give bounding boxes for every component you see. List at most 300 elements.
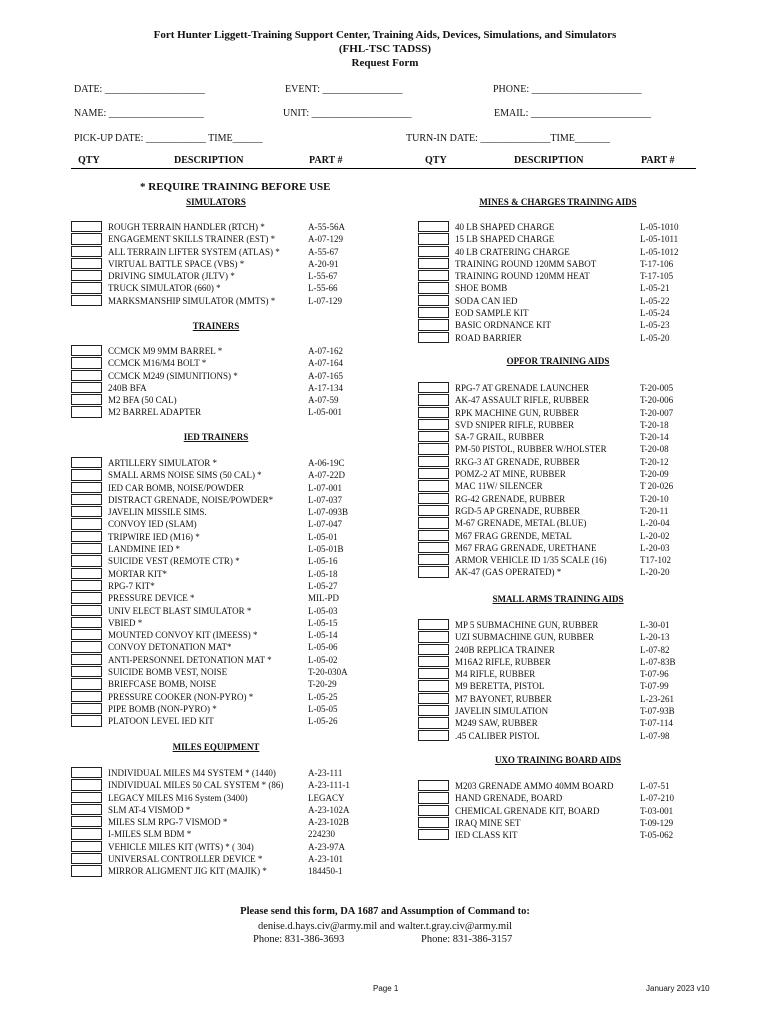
item-part-number: T-07-93B xyxy=(640,706,675,717)
item-description: RPG-7 AT GRENADE LAUNCHER xyxy=(455,383,590,393)
qty-input-box[interactable] xyxy=(418,419,449,430)
item-part-number: L-05-1011 xyxy=(640,234,679,245)
section-title: UXO TRAINING BOARD AIDS xyxy=(494,755,622,765)
item-description: 40 LB CRATERING CHARGE xyxy=(455,246,570,257)
item-description: SUICIDE BOMB VEST, NOISE xyxy=(108,667,228,678)
item-description: VBIED * xyxy=(108,617,143,628)
qty-input-box[interactable] xyxy=(71,792,102,803)
qty-input-box[interactable] xyxy=(71,543,102,554)
list-item xyxy=(418,221,698,233)
qty-input-box[interactable] xyxy=(71,282,102,293)
list-item xyxy=(71,270,361,282)
list-item xyxy=(418,270,698,282)
qty-input-box[interactable] xyxy=(71,233,102,244)
item-part-number: A-23-102B xyxy=(308,817,349,828)
list-item xyxy=(418,829,698,841)
item-part-number: L-07-82 xyxy=(640,644,670,655)
section-title: SIMULATORS xyxy=(186,197,246,207)
item-list xyxy=(418,221,698,344)
item-part-number: T-07-96 xyxy=(640,669,669,680)
list-item xyxy=(71,779,361,791)
item-description: CONVOY DETONATION MAT* xyxy=(108,642,232,653)
qty-input-box[interactable] xyxy=(418,332,449,343)
qty-input-box[interactable] xyxy=(71,469,102,480)
list-item xyxy=(418,717,698,729)
list-item xyxy=(71,816,361,828)
qty-input-box[interactable] xyxy=(71,555,102,566)
list-item xyxy=(418,493,698,505)
list-item xyxy=(418,656,698,668)
qty-input-box[interactable] xyxy=(71,258,102,269)
item-part-number: L-05-24 xyxy=(640,308,670,319)
list-item xyxy=(418,456,698,468)
list-item xyxy=(71,370,361,382)
list-item xyxy=(71,233,361,245)
item-description: VEHICLE MILES KIT (WITS) * ( 304) xyxy=(108,841,254,852)
item-part-number: T-03-001 xyxy=(640,805,674,816)
qty-input-box[interactable] xyxy=(418,394,449,405)
item-description: CHEMICAL GRENADE KIT, BOARD xyxy=(455,805,600,816)
item-part-number: A-23-102A xyxy=(308,804,350,815)
item-description: PRESSURE COOKER (NON-PYRO) * xyxy=(108,691,254,702)
qty-input-box[interactable] xyxy=(71,767,102,778)
qty-input-box[interactable] xyxy=(71,482,102,493)
list-item xyxy=(418,468,698,480)
qty-input-box[interactable] xyxy=(71,382,102,393)
qty-input-box[interactable] xyxy=(418,456,449,467)
item-part-number: T-09-129 xyxy=(640,817,674,828)
list-item xyxy=(71,828,361,840)
item-part-number: L-05-1012 xyxy=(640,246,679,257)
list-item xyxy=(71,543,361,555)
item-part-number: MIL-PD xyxy=(308,593,339,604)
page-number: Page 1 xyxy=(373,984,399,993)
item-part-number: T-20-08 xyxy=(640,444,669,455)
qty-input-box[interactable] xyxy=(418,644,449,655)
qty-input-box[interactable] xyxy=(71,654,102,665)
qty-input-box[interactable] xyxy=(71,531,102,542)
item-description: M2 BARREL ADAPTER xyxy=(108,407,202,418)
list-item xyxy=(418,680,698,692)
qty-input-box[interactable] xyxy=(418,480,449,491)
item-description: BASIC ORDNANCE KIT xyxy=(455,320,552,331)
item-description: UNIVERSAL CONTROLLER DEVICE * xyxy=(108,854,263,865)
list-item xyxy=(418,566,698,578)
qty-input-box[interactable] xyxy=(418,493,449,504)
item-description: IED CAR BOMB, NOISE/POWDER xyxy=(108,482,245,493)
item-list xyxy=(71,221,361,307)
item-part-number: L-05-03 xyxy=(308,605,338,616)
item-description: MIRROR ALIGMENT JIG KIT (MAJIK) * xyxy=(108,866,267,877)
list-item xyxy=(418,517,698,529)
list-item xyxy=(71,841,361,853)
item-list xyxy=(418,382,698,579)
list-item xyxy=(418,419,698,431)
qty-input-box[interactable] xyxy=(418,805,449,816)
item-description: SHOE BOMB xyxy=(455,283,508,294)
qty-input-box[interactable] xyxy=(418,566,449,577)
list-item xyxy=(71,580,361,592)
list-item xyxy=(418,233,698,245)
item-description: IRAQ MINE SET xyxy=(455,817,521,828)
item-part-number: T-20-14 xyxy=(640,432,669,443)
qty-input-box[interactable] xyxy=(418,817,449,828)
qty-header-right: QTY xyxy=(425,155,447,166)
item-description: ALL TERRAIN LIFTER SYSTEM (ATLAS) * xyxy=(108,246,280,257)
list-item xyxy=(418,246,698,258)
item-part-number: L-05-15 xyxy=(308,617,338,628)
qty-input-box[interactable] xyxy=(71,568,102,579)
item-part-number: A-23-97A xyxy=(308,841,345,852)
qty-input-box[interactable] xyxy=(71,703,102,714)
part-header-left: PART # xyxy=(309,155,343,166)
date-field[interactable]: DATE: ____________________ xyxy=(74,84,205,95)
list-item xyxy=(71,666,361,678)
qty-input-box[interactable] xyxy=(71,592,102,603)
form-name: Request Form xyxy=(351,57,419,69)
item-description: 240B BFA xyxy=(108,382,147,393)
list-item xyxy=(418,505,698,517)
qty-input-box[interactable] xyxy=(418,319,449,330)
qty-input-box[interactable] xyxy=(418,656,449,667)
item-part-number: T-20-29 xyxy=(308,679,337,690)
item-part-number: L-05-02 xyxy=(308,654,338,665)
qty-input-box[interactable] xyxy=(71,865,102,876)
item-description: PIPE BOMB (NON-PYRO) * xyxy=(108,703,217,714)
qty-input-box[interactable] xyxy=(418,468,449,479)
item-part-number: L-05-27 xyxy=(308,580,338,591)
item-description: IED CLASS KIT xyxy=(455,830,518,841)
item-description: VIRTUAL BATTLE SPACE (VBS) * xyxy=(108,258,245,269)
item-description: BRIEFCASE BOMB, NOISE xyxy=(108,679,217,690)
qty-input-box[interactable] xyxy=(71,678,102,689)
qty-input-box[interactable] xyxy=(71,828,102,839)
qty-input-box[interactable] xyxy=(71,666,102,677)
qty-input-box[interactable] xyxy=(418,382,449,393)
name-field[interactable]: NAME: ___________________ xyxy=(74,108,204,119)
qty-input-box[interactable] xyxy=(71,246,102,257)
qty-input-box[interactable] xyxy=(71,506,102,517)
item-list xyxy=(71,345,361,419)
list-item xyxy=(71,555,361,567)
qty-input-box[interactable] xyxy=(71,357,102,368)
qty-input-box[interactable] xyxy=(418,730,449,741)
item-description: RPK MACHINE GUN, RUBBER xyxy=(455,407,580,418)
list-item xyxy=(71,394,361,406)
item-part-number: L-23-261 xyxy=(640,693,674,704)
item-description: MARKSMANSHIP SIMULATOR (MMTS) * xyxy=(108,295,276,306)
header-rule xyxy=(71,168,696,169)
qty-input-box[interactable] xyxy=(71,270,102,281)
item-description: DISTRACT GRENADE, NOISE/POWDER* xyxy=(108,494,274,505)
contact-emails[interactable]: denise.d.hays.civ@army.mil and walter.t.gray.civ@army.mil xyxy=(257,921,513,932)
qty-input-box[interactable] xyxy=(418,282,449,293)
list-item xyxy=(71,406,361,418)
qty-input-box[interactable] xyxy=(71,629,102,640)
list-item xyxy=(71,691,361,703)
qty-input-box[interactable] xyxy=(418,680,449,691)
list-item xyxy=(418,730,698,742)
qty-input-box[interactable] xyxy=(418,270,449,281)
list-item xyxy=(71,804,361,816)
qty-input-box[interactable] xyxy=(418,668,449,679)
event-field[interactable]: EVENT: ________________ xyxy=(285,84,403,95)
qty-input-box[interactable] xyxy=(71,406,102,417)
item-part-number: L-07-83B xyxy=(640,656,676,667)
item-description: TRIPWIRE IED (M16) * xyxy=(108,531,200,542)
qty-input-box[interactable] xyxy=(418,295,449,306)
item-description: JAVELIN SIMULATION xyxy=(455,706,549,717)
item-part-number: L-07-001 xyxy=(308,482,342,493)
item-description: ARMOR VEHICLE ID 1/35 SCALE (16) xyxy=(455,555,607,566)
list-item xyxy=(418,705,698,717)
qty-input-box[interactable] xyxy=(418,431,449,442)
item-description: RG-42 GRENADE, RUBBER xyxy=(455,493,566,504)
qty-input-box[interactable] xyxy=(418,407,449,418)
item-part-number: T-05-062 xyxy=(640,830,674,841)
qty-input-box[interactable] xyxy=(418,517,449,528)
qty-input-box[interactable] xyxy=(71,605,102,616)
item-part-number: 184450-1 xyxy=(308,866,343,877)
item-part-number: L-05-20 xyxy=(640,332,670,343)
list-item xyxy=(71,258,361,270)
item-description: .45 CALIBER PISTOL xyxy=(455,730,540,741)
email-field[interactable]: EMAIL: ________________________ xyxy=(494,108,651,119)
qty-input-box[interactable] xyxy=(71,518,102,529)
list-item xyxy=(71,767,361,779)
qty-input-box[interactable] xyxy=(418,693,449,704)
list-item xyxy=(418,792,698,804)
item-part-number: A-23-101 xyxy=(308,854,343,865)
phone-field[interactable]: PHONE: ______________________ xyxy=(493,84,642,95)
section-title: MILES EQUIPMENT xyxy=(172,742,260,752)
item-description: LEGACY MILES M16 System (3400) xyxy=(108,792,248,803)
item-part-number: A-07-129 xyxy=(308,234,343,245)
list-item xyxy=(418,258,698,270)
item-part-number: T 20-026 xyxy=(640,481,674,492)
item-part-number: L-05-18 xyxy=(308,568,338,579)
qty-input-box[interactable] xyxy=(71,345,102,356)
qty-input-box[interactable] xyxy=(71,295,102,306)
list-item xyxy=(418,407,698,419)
qty-input-box[interactable] xyxy=(418,717,449,728)
item-description: MP 5 SUBMACHINE GUN, RUBBER xyxy=(455,620,599,630)
item-description: UNIV ELECT BLAST SIMULATOR * xyxy=(108,605,252,616)
item-part-number: L-07-210 xyxy=(640,793,674,804)
qty-input-box[interactable] xyxy=(418,221,449,232)
list-item xyxy=(71,494,361,506)
item-part-number: 224230 xyxy=(308,829,335,840)
list-item xyxy=(418,644,698,656)
item-part-number: A-23-111-1 xyxy=(308,780,350,791)
phone-2: Phone: 831-386-3157 xyxy=(421,934,513,945)
item-description: 240B REPLICA TRAINER xyxy=(455,644,555,655)
list-item xyxy=(71,629,361,641)
item-description: SVD SNIPER RIFLE, RUBBER xyxy=(455,419,575,430)
list-item xyxy=(418,443,698,455)
item-part-number: L-20-02 xyxy=(640,530,670,541)
item-description: ROAD BARRIER xyxy=(455,332,522,343)
item-description: DRIVING SIMULATOR (JLTV) * xyxy=(108,271,235,282)
qty-input-box[interactable] xyxy=(418,829,449,840)
qty-input-box[interactable] xyxy=(71,494,102,505)
item-part-number: L-05-001 xyxy=(308,407,342,418)
qty-input-box[interactable] xyxy=(418,233,449,244)
item-part-number: L-05-25 xyxy=(308,691,338,702)
item-description: M67 FRAG GRENADE, URETHANE xyxy=(455,542,597,553)
list-item xyxy=(418,382,698,394)
item-part-number: L-07-51 xyxy=(640,781,670,791)
item-part-number: A-07-165 xyxy=(308,370,343,381)
item-part-number: L-05-05 xyxy=(308,703,338,714)
item-part-number: L-05-16 xyxy=(308,556,338,567)
qty-input-box[interactable] xyxy=(71,691,102,702)
item-description: SMALL ARMS NOISE SIMS (50 CAL) * xyxy=(108,470,262,481)
item-part-number: T-20-007 xyxy=(640,407,674,418)
item-description: RGD-5 AP GRENADE, RUBBER xyxy=(455,505,581,516)
qty-input-box[interactable] xyxy=(418,554,449,565)
item-part-number: L-05-01B xyxy=(308,544,344,555)
item-part-number: T-20-10 xyxy=(640,493,669,504)
item-part-number: A-07-59 xyxy=(308,395,339,406)
qty-header-left: QTY xyxy=(78,155,100,166)
item-part-number: L-20-04 xyxy=(640,518,670,529)
qty-input-box[interactable] xyxy=(71,617,102,628)
item-list xyxy=(71,767,361,878)
item-description: SUICIDE VEST (REMOTE CTR) * xyxy=(108,556,240,567)
item-part-number: L-20-13 xyxy=(640,632,670,643)
unit-field[interactable]: UNIT: ____________________ xyxy=(283,108,412,119)
item-description: AK-47 ASSAULT RIFLE, RUBBER xyxy=(455,395,590,406)
qty-input-box[interactable] xyxy=(71,853,102,864)
qty-input-box[interactable] xyxy=(418,443,449,454)
turnin-date-field[interactable]: TURN-IN DATE: ______________TIME_______ xyxy=(406,133,610,144)
item-part-number: T17-102 xyxy=(640,555,671,566)
list-item xyxy=(71,506,361,518)
list-item xyxy=(71,617,361,629)
qty-input-box[interactable] xyxy=(71,580,102,591)
qty-input-box[interactable] xyxy=(418,542,449,553)
list-item xyxy=(418,431,698,443)
qty-input-box[interactable] xyxy=(418,705,449,716)
item-part-number: L-05-06 xyxy=(308,642,338,653)
list-item xyxy=(418,332,698,344)
list-item xyxy=(418,668,698,680)
item-description: MILES SLM RPG-7 VISMOD * xyxy=(108,817,228,828)
list-item xyxy=(71,865,361,877)
item-description: M-67 GRENADE, METAL (BLUE) xyxy=(455,518,587,529)
list-item xyxy=(71,531,361,543)
item-description: M9 BERETTA, PISTOL xyxy=(455,681,545,692)
item-part-number: T-20-09 xyxy=(640,469,669,480)
item-part-number: A-55-56A xyxy=(308,222,345,232)
list-item xyxy=(418,805,698,817)
qty-input-box[interactable] xyxy=(418,631,449,642)
qty-input-box[interactable] xyxy=(71,841,102,852)
item-description: 40 LB SHAPED CHARGE xyxy=(455,222,555,232)
list-item xyxy=(71,469,361,481)
qty-input-box[interactable] xyxy=(71,457,102,468)
item-description: RPG-7 KIT* xyxy=(108,580,155,591)
item-description: ROUGH TERRAIN HANDLER (RTCH) * xyxy=(108,222,265,232)
item-description: SA-7 GRAIL, RUBBER xyxy=(455,432,545,443)
list-item xyxy=(71,246,361,258)
item-description: TRAINING ROUND 120MM HEAT xyxy=(455,271,590,282)
item-part-number: A-07-162 xyxy=(308,346,343,356)
qty-input-box[interactable] xyxy=(418,258,449,269)
item-description: I-MILES SLM BDM * xyxy=(108,829,192,840)
list-item xyxy=(71,654,361,666)
item-part-number: T-20-006 xyxy=(640,395,674,406)
item-part-number: A-20-91 xyxy=(308,258,339,269)
item-description: RKG-3 AT GRENADE, RUBBER xyxy=(455,456,580,467)
item-list xyxy=(418,780,698,841)
item-part-number: A-23-111 xyxy=(308,768,343,778)
list-item xyxy=(71,482,361,494)
qty-input-box[interactable] xyxy=(71,715,102,726)
item-part-number: L-07-047 xyxy=(308,519,342,530)
qty-input-box[interactable] xyxy=(418,780,449,791)
item-description: AK-47 (GAS OPERATED) * xyxy=(455,567,562,578)
item-description: SLM AT-4 VISMOD * xyxy=(108,804,191,815)
list-item xyxy=(418,631,698,643)
section-title: IED TRAINERS xyxy=(183,432,249,442)
list-item xyxy=(71,853,361,865)
item-description: INDIVIDUAL MILES 50 CAL SYSTEM * (86) xyxy=(108,780,284,791)
item-description: SODA CAN IED xyxy=(455,295,518,306)
item-description: EOD SAMPLE KIT xyxy=(455,308,529,319)
item-part-number: T-07-114 xyxy=(640,718,673,729)
item-description: ENGAGEMENT SKILLS TRAINER (EST) * xyxy=(108,234,276,245)
description-header-left: DESCRIPTION xyxy=(174,155,244,166)
qty-input-box[interactable] xyxy=(71,779,102,790)
item-part-number: L-05-1010 xyxy=(640,222,679,232)
item-part-number: L-30-01 xyxy=(640,620,670,630)
item-description: TRAINING ROUND 120MM SABOT xyxy=(455,258,597,269)
list-item xyxy=(418,780,698,792)
list-item xyxy=(71,592,361,604)
qty-input-box[interactable] xyxy=(71,816,102,827)
description-header-right: DESCRIPTION xyxy=(514,155,584,166)
list-item xyxy=(71,715,361,727)
item-part-number: L-05-01 xyxy=(308,531,338,542)
item-part-number: L-07-98 xyxy=(640,730,670,741)
section-title: MINES & CHARGES TRAINING AIDS xyxy=(479,197,637,207)
item-part-number: T-20-030A xyxy=(308,667,348,678)
qty-input-box[interactable] xyxy=(71,221,102,232)
item-description: UZI SUBMACHINE GUN, RUBBER xyxy=(455,632,595,643)
item-description: INDIVIDUAL MILES M4 SYSTEM * (1440) xyxy=(108,768,276,778)
qty-input-box[interactable] xyxy=(418,505,449,516)
pickup-date-field[interactable]: PICK-UP DATE: ____________ TIME______ xyxy=(74,133,263,144)
qty-input-box[interactable] xyxy=(418,530,449,541)
list-item xyxy=(418,282,698,294)
list-item xyxy=(71,792,361,804)
form-title: Fort Hunter Liggett-Training Support Center, Training Aids, Devices, Simulations, and Simulators xyxy=(153,29,617,41)
item-description: CONVOY IED (SLAM) xyxy=(108,519,197,530)
section-title: TRAINERS xyxy=(192,321,240,331)
qty-input-box[interactable] xyxy=(418,619,449,630)
qty-input-box[interactable] xyxy=(418,307,449,318)
qty-input-box[interactable] xyxy=(71,370,102,381)
qty-input-box[interactable] xyxy=(71,641,102,652)
item-part-number: L-07-037 xyxy=(308,494,342,505)
qty-input-box[interactable] xyxy=(71,804,102,815)
qty-input-box[interactable] xyxy=(71,394,102,405)
qty-input-box[interactable] xyxy=(418,246,449,257)
item-part-number: L-07-093B xyxy=(308,507,348,518)
qty-input-box[interactable] xyxy=(418,792,449,803)
